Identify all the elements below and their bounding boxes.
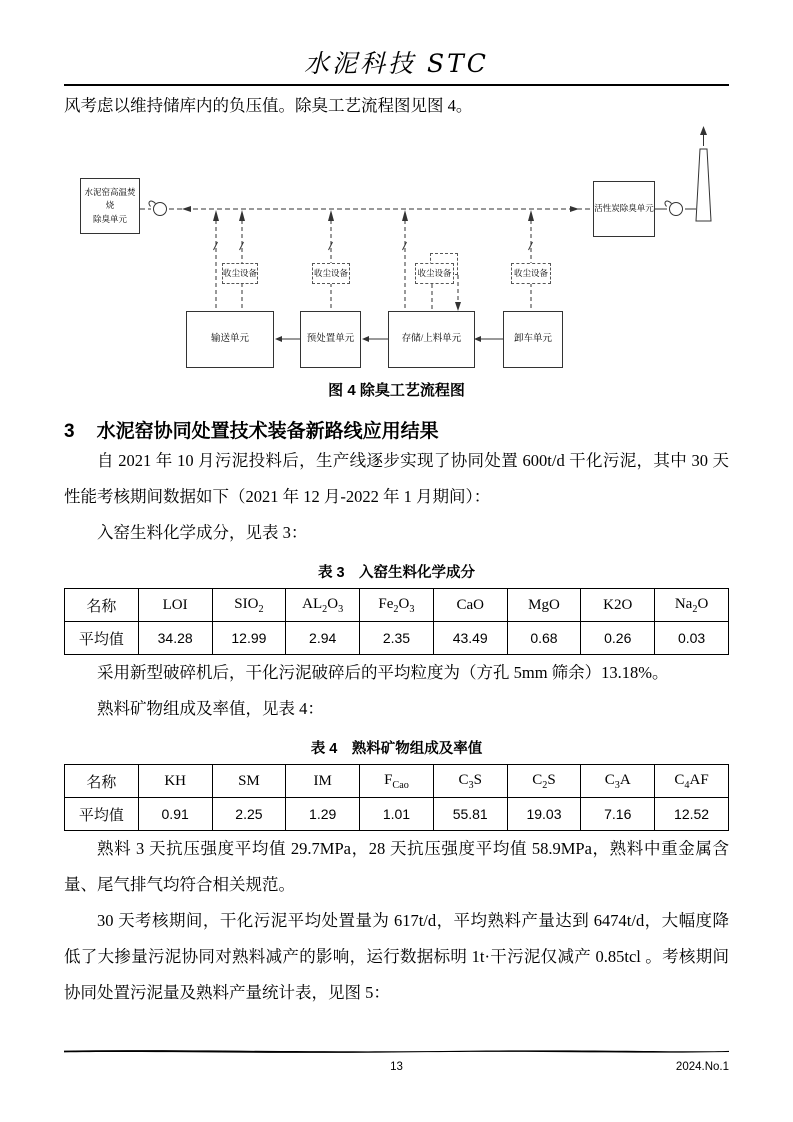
table4-value-cell: 55.81 [433, 798, 507, 831]
table3-caption: 表 3 入窑生料化学成分 [317, 565, 476, 581]
table3-value-cell: 0.03 [655, 622, 729, 655]
table3-value-cell: 12.99 [212, 622, 286, 655]
table4-value-cell: 19.03 [507, 798, 581, 831]
table3-header-cell: $Na_2O$ [655, 589, 729, 622]
table4-header-cell: KH [138, 765, 212, 798]
table4-header-cell: $C_3S$ [433, 765, 507, 798]
node-unloading-unit: 卸车单元 [503, 311, 563, 368]
table4-value-cell: 0.91 [138, 798, 212, 831]
table4-value-cell: 2.25 [212, 798, 286, 831]
table3-value-cell: 43.49 [433, 622, 507, 655]
table3-header-cell: LOI [138, 589, 212, 622]
table3-header-cell: 名称 [65, 589, 139, 622]
table3-header-cell: K2O [581, 589, 655, 622]
footer-rule [64, 1048, 729, 1055]
journal-title: 水泥科技 STC [304, 49, 489, 78]
node-dust-collector-2: 收尘设备 [312, 263, 350, 284]
page-number: 13 [390, 1061, 403, 1073]
table3-raw-meal-composition [64, 588, 729, 655]
table4-value-cell: 1.29 [286, 798, 360, 831]
node-activated-carbon-unit: 活性炭除臭单元 [593, 181, 655, 237]
table3-header-cell: $Fe_2O_3$ [360, 589, 434, 622]
figure4-caption: 图 4 除臭工艺流程图 [328, 382, 465, 399]
table-row [65, 589, 729, 622]
node-pretreatment-unit: 预处置单元 [300, 311, 361, 368]
table3-header-cell: $AL_2O_3$ [286, 589, 360, 622]
table3-value-cell: 2.35 [360, 622, 434, 655]
page-footer [64, 1042, 729, 1073]
table3-value-cell: 0.26 [581, 622, 655, 655]
table3-value-cell: 0.68 [507, 622, 581, 655]
section-heading [64, 416, 729, 443]
table4-header-cell: IM [286, 765, 360, 798]
node-dust-collector-1: 收尘设备 [222, 263, 258, 284]
node-storage-feeding-unit: 存储/上料单元 [388, 311, 475, 368]
node-dust-collector-3: 收尘设备 [415, 263, 454, 284]
paragraph-strength: 熟料 3 天抗压强度平均值 29.7MPa，28 天抗压强度平均值 58.9MPa，熟料中重金属含量、尾气排气均符合相关规范。 [64, 839, 729, 894]
table3-row-label: 平均值 [65, 622, 139, 655]
table4-value-cell: 12.52 [655, 798, 729, 831]
figure4-diagram [0, 123, 793, 375]
table4-row-label: 平均值 [65, 798, 139, 831]
node-kiln-deodorization-unit [80, 178, 140, 234]
table4-header-cell: $C_4AF$ [655, 765, 729, 798]
continuation-paragraph: 风考虑以维持储库内的负压值。除臭工艺流程图见图 4。 [64, 96, 473, 115]
table3-header-cell: MgO [507, 589, 581, 622]
table3-header-cell: CaO [433, 589, 507, 622]
paragraph-table3-lead: 入窑生料化学成分，见表 3： [97, 523, 308, 542]
table-row [65, 622, 729, 655]
node-conveying-unit: 输送单元 [186, 311, 274, 368]
table4-header-cell: $F_{Cao}$ [360, 765, 434, 798]
paragraph-assessment: 30 天考核期间，干化污泥平均处置量为 617t/d，平均熟料产量达到 6474t/d，大幅度降低了大掺量污泥协同对熟料减产的影响，运行数据标明 1t·干污泥仅减产 0.85tcl 。考核期间协同处置污泥量及熟料产量统计表，见图 5： [64, 911, 729, 1002]
table-row [65, 798, 729, 831]
table3-header-cell: $SIO_2$ [212, 589, 286, 622]
node-kiln-label-line2: 除臭单元 [92, 213, 127, 224]
table4-value-cell: 1.01 [360, 798, 434, 831]
table4-value-cell: 7.16 [581, 798, 655, 831]
paragraph-crusher: 采用新型破碎机后，干化污泥破碎后的平均粒度为（方孔 5mm 筛余）13.18%。 [97, 663, 669, 682]
header-rule [64, 84, 729, 86]
table4-header-cell: $C_2S$ [507, 765, 581, 798]
table4-clinker-mineral-composition [64, 764, 729, 831]
table4-header-cell: $C_3A$ [581, 765, 655, 798]
table4-header-cell: SM [212, 765, 286, 798]
issue-number: 2024.No.1 [675, 1061, 729, 1073]
footer-row [64, 1061, 729, 1073]
section-number: 3 [64, 421, 75, 442]
paragraph-performance-period: 自 2021 年 10 月污泥投料后，生产线逐步实现了协同处置 600t/d 干化污泥，其中 30 天性能考核期间数据如下（2021 年 12 月-2022 年 1 月期间）： [64, 451, 729, 506]
table-row [65, 765, 729, 798]
table4-caption: 表 4 熟料矿物组成及率值 [310, 741, 483, 757]
node-dust-collector-4: 收尘设备 [511, 263, 551, 284]
section-title: 水泥窑协同处置技术装备新路线应用结果 [96, 421, 439, 442]
paragraph-table4-lead: 熟料矿物组成及率值，见表 4： [97, 699, 324, 718]
table4-header-cell: 名称 [65, 765, 139, 798]
table3-value-cell: 34.28 [138, 622, 212, 655]
node-kiln-label-line1: 水泥窑高温焚烧 [84, 186, 136, 211]
table3-value-cell: 2.94 [286, 622, 360, 655]
